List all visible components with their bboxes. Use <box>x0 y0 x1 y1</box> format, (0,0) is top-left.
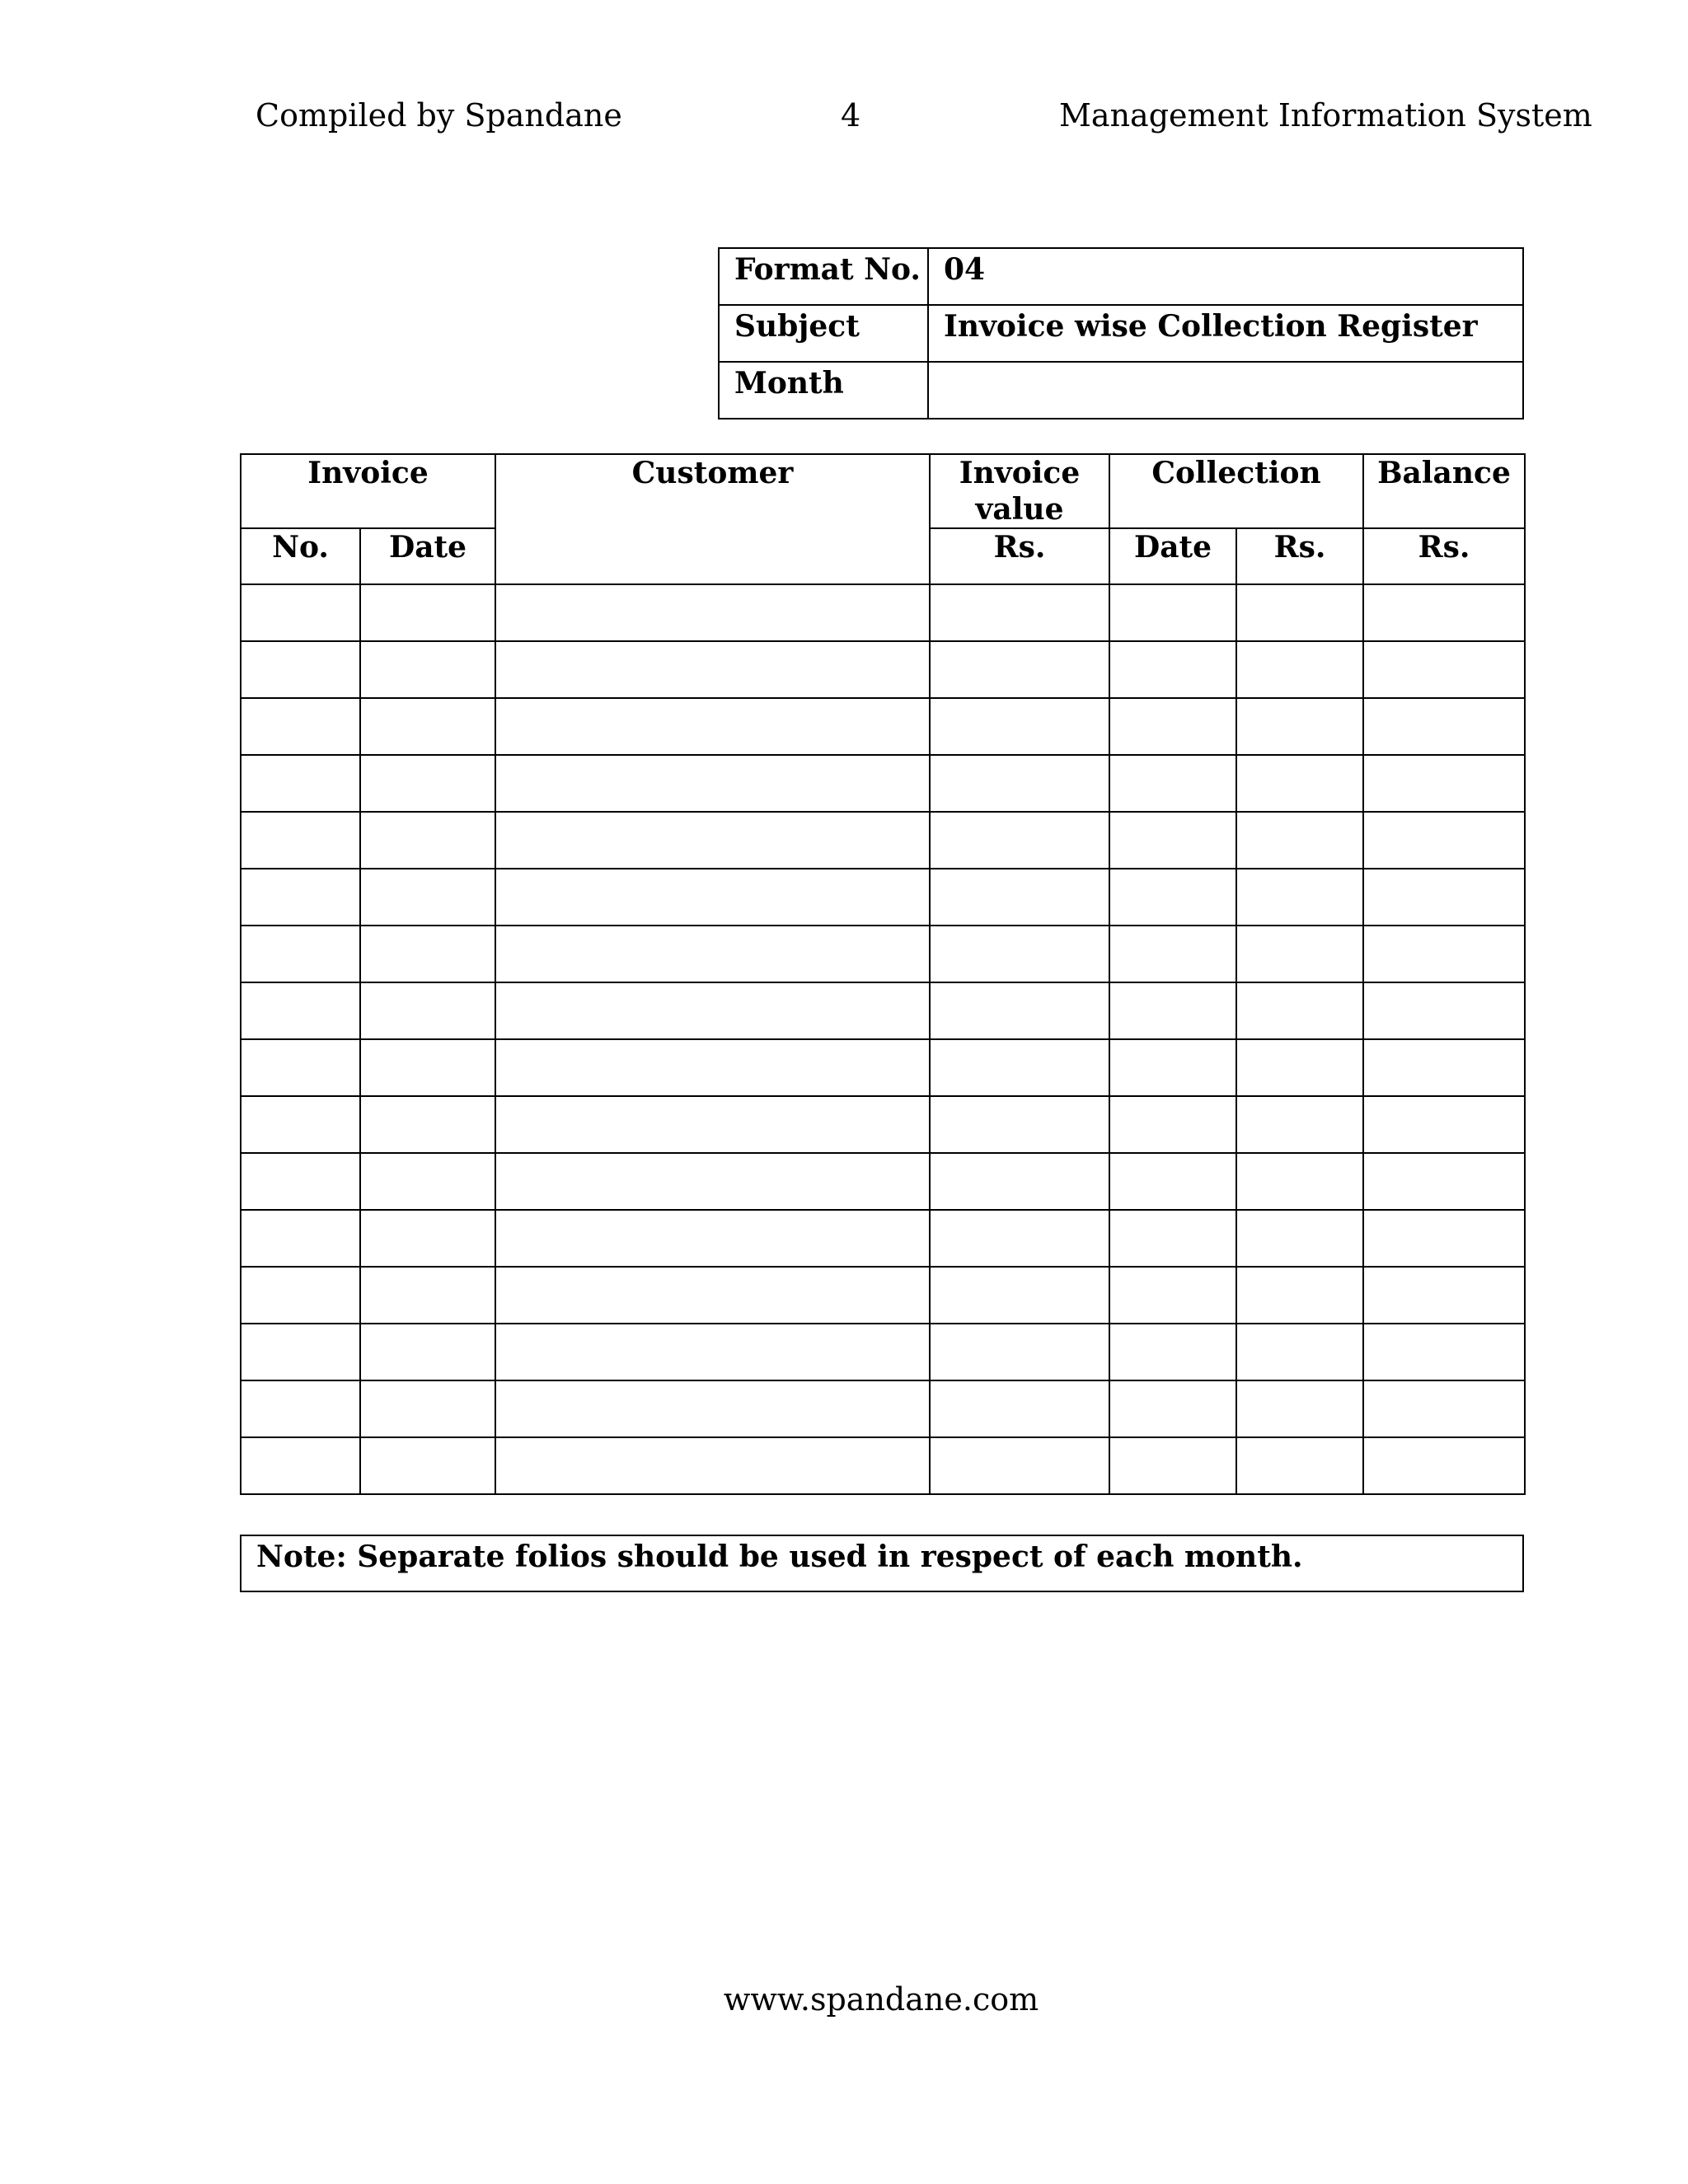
table-cell <box>1109 1380 1236 1437</box>
table-cell <box>241 698 360 755</box>
table-cell <box>495 755 930 812</box>
table-cell <box>930 982 1109 1039</box>
collection-date-header: Date <box>1109 528 1236 584</box>
subject-value: Invoice wise Collection Register <box>928 305 1523 362</box>
note-box <box>240 1535 1524 1592</box>
table-cell <box>495 1153 930 1210</box>
table-cell <box>930 641 1109 698</box>
table-cell <box>360 1039 495 1096</box>
invoice-group-header: Invoice <box>241 454 495 528</box>
customer-header: Customer <box>495 454 930 584</box>
table-cell <box>360 869 495 926</box>
table-cell <box>1236 641 1363 698</box>
page-header <box>0 97 1688 147</box>
table-cell <box>360 1380 495 1437</box>
table-cell <box>1109 982 1236 1039</box>
header-compiled-by: Compiled by Spandane <box>256 97 622 134</box>
table-row <box>241 1380 1525 1437</box>
table-cell <box>1363 812 1525 869</box>
header-page-number: 4 <box>841 97 861 134</box>
format-row-month <box>719 362 1523 419</box>
table-row <box>241 926 1525 982</box>
table-cell <box>1236 1380 1363 1437</box>
table-row <box>241 869 1525 926</box>
table-cell <box>360 812 495 869</box>
table-cell <box>241 812 360 869</box>
table-cell <box>360 584 495 641</box>
table-cell <box>495 1039 930 1096</box>
table-cell <box>1236 1096 1363 1153</box>
table-cell <box>241 641 360 698</box>
collection-amount-header: Rs. <box>1236 528 1363 584</box>
invoice-value-unit-header: Rs. <box>930 528 1109 584</box>
table-cell <box>495 982 930 1039</box>
month-value <box>928 362 1523 419</box>
table-cell <box>241 755 360 812</box>
table-row <box>241 584 1525 641</box>
note-text: Note: Separate folios should be used in respect of each month. <box>256 1540 1303 1574</box>
table-cell <box>241 869 360 926</box>
table-row <box>241 1039 1525 1096</box>
table-cell <box>495 1096 930 1153</box>
table-cell <box>241 1380 360 1437</box>
format-info-table <box>718 247 1524 419</box>
table-cell <box>930 1380 1109 1437</box>
table-cell <box>930 1267 1109 1324</box>
table-cell <box>360 1267 495 1324</box>
table-row <box>241 1096 1525 1153</box>
table-cell <box>1236 1267 1363 1324</box>
table-cell <box>930 1096 1109 1153</box>
table-cell <box>360 698 495 755</box>
table-cell <box>1363 1096 1525 1153</box>
table-row <box>241 1210 1525 1267</box>
table-cell <box>360 755 495 812</box>
table-cell <box>495 1437 930 1494</box>
table-cell <box>495 812 930 869</box>
table-cell <box>241 926 360 982</box>
format-no-value: 04 <box>928 248 1523 305</box>
table-cell <box>1109 755 1236 812</box>
table-row <box>241 982 1525 1039</box>
table-cell <box>930 926 1109 982</box>
table-cell <box>1236 982 1363 1039</box>
invoice-no-header: No. <box>241 528 360 584</box>
table-cell <box>930 584 1109 641</box>
table-cell <box>1236 1153 1363 1210</box>
table-cell <box>1363 1380 1525 1437</box>
table-cell <box>241 1039 360 1096</box>
table-row <box>241 641 1525 698</box>
register-body <box>241 584 1525 1494</box>
table-cell <box>1236 1437 1363 1494</box>
table-cell <box>1109 1096 1236 1153</box>
table-cell <box>930 1210 1109 1267</box>
table-cell <box>360 926 495 982</box>
table-row <box>241 698 1525 755</box>
table-cell <box>495 926 930 982</box>
table-cell <box>1363 926 1525 982</box>
table-cell <box>1236 869 1363 926</box>
table-cell <box>1236 1210 1363 1267</box>
table-cell <box>241 1437 360 1494</box>
table-cell <box>1109 1210 1236 1267</box>
table-cell <box>1236 1324 1363 1380</box>
table-cell <box>1363 1324 1525 1380</box>
table-cell <box>930 698 1109 755</box>
table-cell <box>1236 812 1363 869</box>
table-cell <box>360 1324 495 1380</box>
table-cell <box>1363 1153 1525 1210</box>
table-cell <box>495 584 930 641</box>
table-cell <box>495 1324 930 1380</box>
collection-register-table <box>240 453 1526 1495</box>
table-cell <box>1363 869 1525 926</box>
table-cell <box>1109 1039 1236 1096</box>
table-cell <box>495 1210 930 1267</box>
table-cell <box>241 1153 360 1210</box>
table-cell <box>1363 1039 1525 1096</box>
table-cell <box>1236 1039 1363 1096</box>
table-cell <box>1236 755 1363 812</box>
table-cell <box>241 584 360 641</box>
table-cell <box>241 982 360 1039</box>
table-cell <box>930 1153 1109 1210</box>
invoice-date-header: Date <box>360 528 495 584</box>
table-cell <box>495 698 930 755</box>
table-cell <box>1109 1267 1236 1324</box>
table-cell <box>1109 641 1236 698</box>
group-header-row <box>241 454 1525 528</box>
balance-header: Balance <box>1363 454 1525 528</box>
table-cell <box>241 1210 360 1267</box>
table-row <box>241 1437 1525 1494</box>
table-row <box>241 1153 1525 1210</box>
table-cell <box>1109 1324 1236 1380</box>
table-cell <box>930 812 1109 869</box>
collection-group-header: Collection <box>1109 454 1363 528</box>
table-cell <box>1109 926 1236 982</box>
table-cell <box>1363 1437 1525 1494</box>
table-cell <box>930 1324 1109 1380</box>
table-cell <box>360 1153 495 1210</box>
table-cell <box>360 982 495 1039</box>
table-cell <box>1363 1210 1525 1267</box>
invoice-value-header: Invoice value <box>930 454 1109 528</box>
table-cell <box>360 641 495 698</box>
table-cell <box>1363 755 1525 812</box>
header-document-title: Management Information System <box>1059 97 1592 134</box>
table-row <box>241 755 1525 812</box>
table-cell <box>241 1324 360 1380</box>
table-cell <box>1236 926 1363 982</box>
table-row <box>241 1324 1525 1380</box>
table-cell <box>1109 1437 1236 1494</box>
table-cell <box>495 641 930 698</box>
table-cell <box>241 1096 360 1153</box>
month-label: Month <box>719 362 928 419</box>
table-cell <box>1109 812 1236 869</box>
table-cell <box>495 1267 930 1324</box>
table-cell <box>1109 698 1236 755</box>
table-cell <box>1236 584 1363 641</box>
format-row-subject <box>719 305 1523 362</box>
table-cell <box>1363 584 1525 641</box>
table-cell <box>1363 1267 1525 1324</box>
table-cell <box>1363 698 1525 755</box>
table-cell <box>1109 584 1236 641</box>
table-cell <box>930 869 1109 926</box>
table-cell <box>360 1210 495 1267</box>
table-cell <box>1363 982 1525 1039</box>
table-cell <box>1109 1153 1236 1210</box>
table-cell <box>930 755 1109 812</box>
format-no-label: Format No. <box>719 248 928 305</box>
footer-url: www.spandane.com <box>723 1981 1039 2018</box>
table-row <box>241 1267 1525 1324</box>
table-cell <box>1236 698 1363 755</box>
subject-label: Subject <box>719 305 928 362</box>
table-cell <box>1109 869 1236 926</box>
table-row <box>241 812 1525 869</box>
table-cell <box>495 869 930 926</box>
table-cell <box>930 1039 1109 1096</box>
table-cell <box>495 1380 930 1437</box>
format-row-number <box>719 248 1523 305</box>
table-cell <box>1363 641 1525 698</box>
balance-unit-header: Rs. <box>1363 528 1525 584</box>
table-cell <box>360 1437 495 1494</box>
table-cell <box>241 1267 360 1324</box>
table-cell <box>930 1437 1109 1494</box>
table-cell <box>360 1096 495 1153</box>
